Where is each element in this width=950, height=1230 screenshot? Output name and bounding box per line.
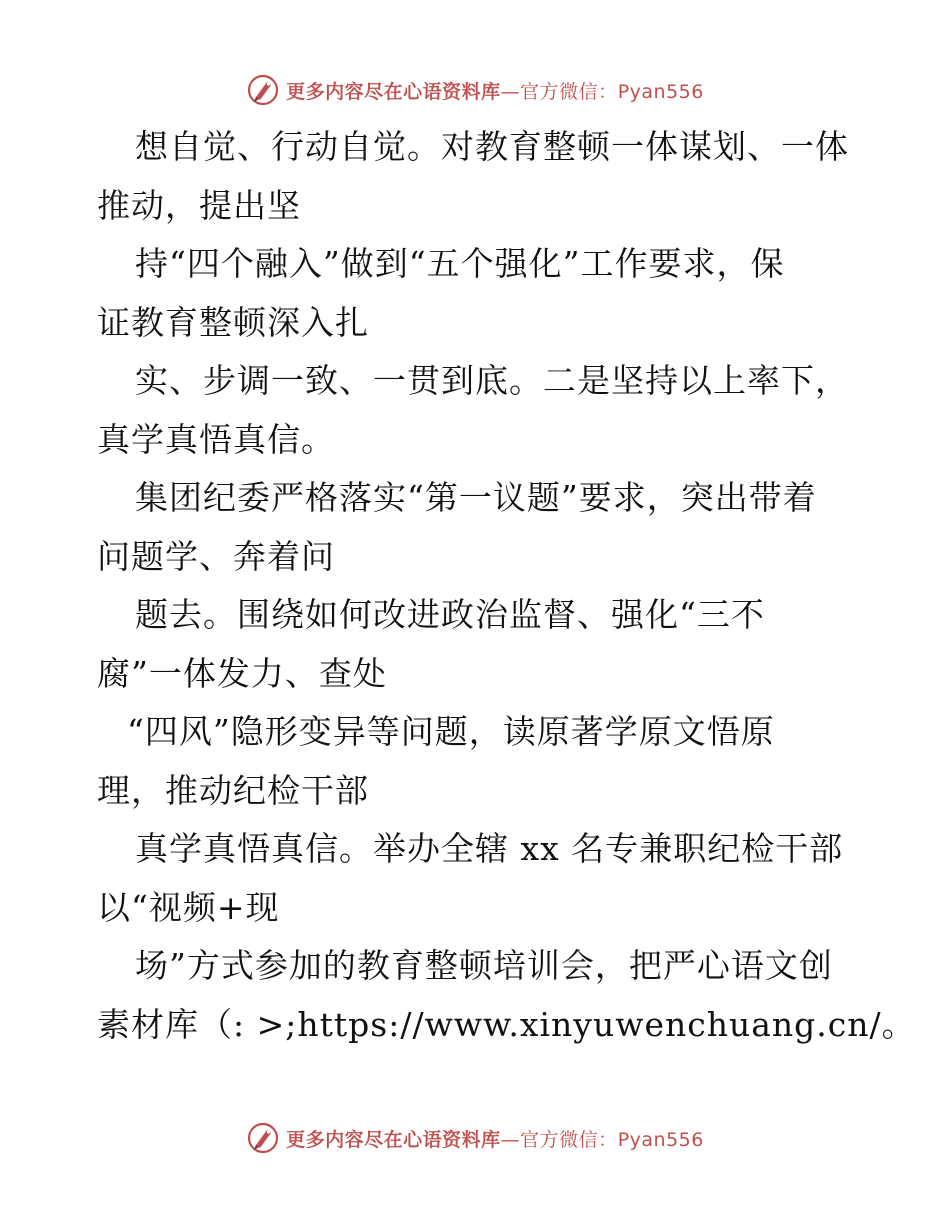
header-banner-main: 更多内容尽在心语资料库 [286,80,501,103]
footer-banner-main: 更多内容尽在心语资料库 [286,1128,501,1151]
footer-banner-inner [246,1121,704,1155]
body-line: 持“四个融入”做到“五个强化”工作要求，保 [135,244,785,283]
body-line: “四风”隐形变异等问题，读原著学原文悟原 [127,712,775,751]
footer-banner-separator: — [500,1128,521,1151]
header-banner-wechat-id: Pyan556 [617,80,704,103]
header-banner-inner [246,73,704,107]
body-line: 理，推动纪检干部 [97,770,369,810]
body-line: 集团纪委严格落实“第一议题”要求，突出带着 [135,478,817,517]
body-line: 素材库（: >;https://www.xinyuwenchuang.cn/。 [97,1004,916,1044]
body-text [97,118,916,1054]
body-line: 场”方式参加的教育整顿培训会，把严心语文创 [135,946,833,985]
body-line: 真学真悟真信。举办全辖 xx 名专兼职纪检干部 [135,829,844,868]
pen-nib-circle-icon [246,73,280,107]
body-line: 真学真悟真信。 [97,419,335,459]
body-line: 问题学、奔着问 [97,536,335,576]
footer-banner-wechat-id: Pyan556 [617,1128,704,1151]
header-banner [0,70,950,110]
body-line: 想自觉、行动自觉。对教育整顿一体谋划、一体 [135,127,849,166]
footer-banner-wechat-label: 官方微信： [520,1128,618,1151]
body-line: 以“视频+现 [97,887,280,927]
header-banner-text [286,77,704,104]
footer-banner-text [286,1125,704,1152]
header-banner-separator: — [500,80,521,103]
pen-nib-circle-icon [246,1121,280,1155]
footer-banner [0,1118,950,1158]
body-line: 推动，提出坚 [97,185,301,225]
body-line: 题去。围绕如何改进政治监督、强化“三不 [135,595,765,634]
header-banner-wechat-label: 官方微信： [520,80,618,103]
body-line: 腐”一体发力、查处 [97,653,387,693]
body-line: 证教育整顿深入扎 [97,302,369,342]
body-line: 实、步调一致、一贯到底。二是坚持以上率下， [135,361,849,400]
